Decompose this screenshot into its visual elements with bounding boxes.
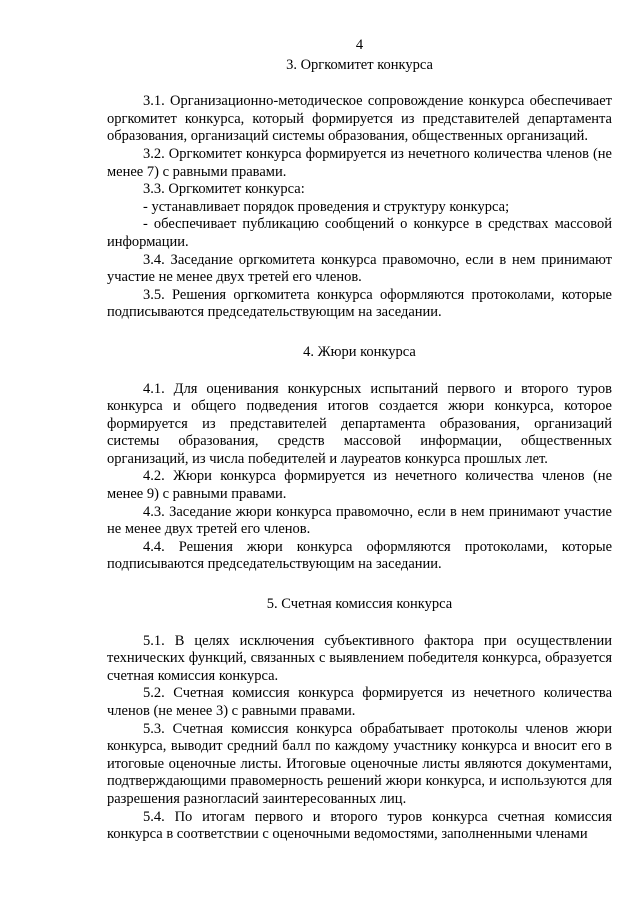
list-item: - обеспечивает публикацию сообщений о конкурсе в средствах массовой информации. [107,216,612,250]
section-orgcommittee [107,57,612,322]
paragraph: 4.2. Жюри конкурса формируется из нечетного количества членов (не менее 9) с равными правами. [107,468,612,503]
section-title: 5. Счетная комиссия конкурса [266,596,453,613]
paragraph: 3.4. Заседание оргкомитета конкурса правомочно, если в нем принимают участие не менее двух третей его членов. [107,251,612,286]
paragraph: 5.4. По итогам первого и второго туров конкурса счетная комиссия конкурса в соответствии с оценочными ведомостями, заполненными членами [107,808,612,843]
section-title: 4. Жюри конкурса [303,343,416,360]
section-jury [107,344,612,574]
paragraph: 4.1. Для оценивания конкурсных испытаний первого и второго туров конкурса и общего подведения итогов создается жюри конкурса, которое формируется из представителей департамента образования, организаций системы образования, средств массовой информации, общественных организаций, из числа победителей и лауреатов конкурса прошлых лет. [107,380,612,467]
paragraph: 3.5. Решения оргкомитета конкурса оформляются протоколами, которые подписываются председательствующим на заседании. [107,286,612,321]
section-title: 3. Оргкомитет конкурса [286,56,433,73]
paragraph: 3.2. Оргкомитет конкурса формируется из нечетного количества членов (не менее 7) с равными правами. [107,145,612,180]
paragraph: 4.4. Решения жюри конкурса оформляются протоколами, которые подписываются председательствующим на заседании. [107,538,612,573]
paragraph: 5.1. В целях исключения субъективного фактора при осуществлении технических функций, связанных с выявлением победителя конкурса, образуется счетная комиссия конкурса. [107,632,612,684]
list-item: - устанавливает порядок проведения и структуру конкурса; [143,198,510,215]
paragraph: 5.3. Счетная комиссия конкурса обрабатывает протоколы членов жюри конкурса, выводит средний балл по каждому участнику конкурса и вносит его в итоговые оценочные листы. Итоговые оценочные листы являются документами, подтверждающими правомерность решений жюри конкурса, и используются для разрешения разногласий заинтересованных лиц. [107,720,612,807]
document-page [107,37,612,844]
paragraph: 3.1. Организационно-методическое сопровождение конкурса обеспечивает оргкомитет конкурса, который формируется из представителей департамента образования, организаций системы образования, общественных организаций. [107,93,612,145]
paragraph: 3.3. Оргкомитет конкурса: [143,181,305,198]
paragraph: 5.2. Счетная комиссия конкурса формируется из нечетного количества членов (не менее 3) с равными правами. [107,685,612,719]
section-counting-commission [107,596,612,844]
page-number: 4 [355,37,364,53]
paragraph: 4.3. Заседание жюри конкурса правомочно, если в нем принимают участие не менее двух третей его членов. [107,503,612,538]
